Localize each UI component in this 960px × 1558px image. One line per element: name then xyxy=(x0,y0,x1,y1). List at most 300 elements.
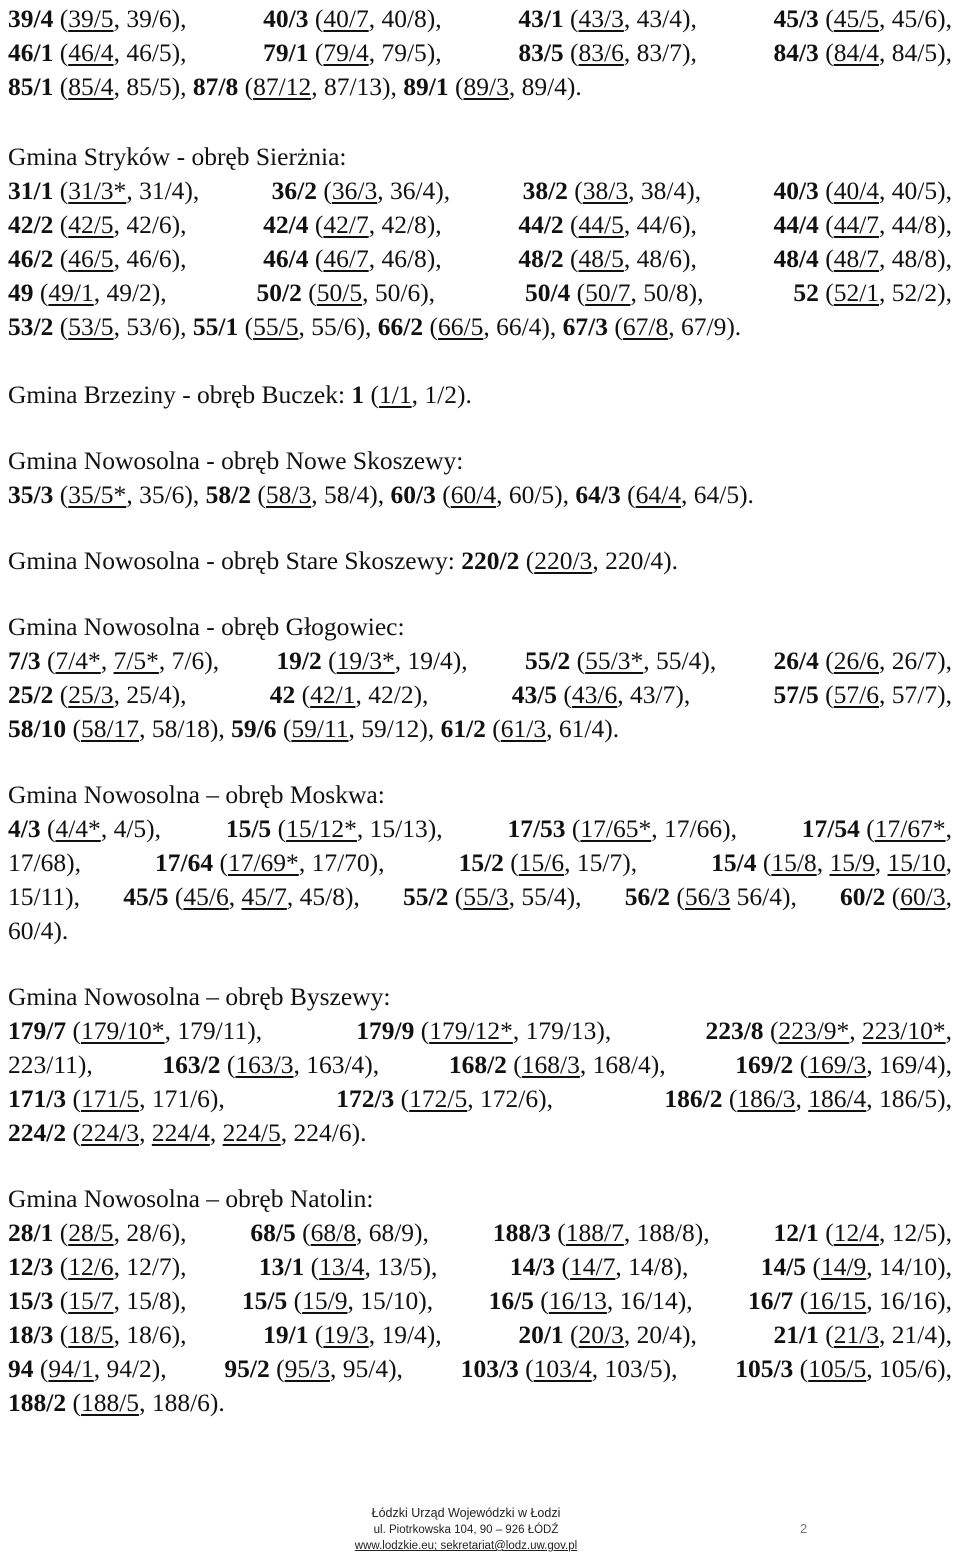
text-segment: ( xyxy=(818,1218,834,1247)
parcel-number: 61/2 xyxy=(440,714,486,743)
sub-parcel-underlined: 42/5 xyxy=(68,210,114,239)
text-segment: , 94/2), xyxy=(93,1354,167,1383)
text-segment: , 14/8), xyxy=(615,1252,689,1281)
text-segment: ( xyxy=(53,680,69,709)
parcel-number: 67/3 xyxy=(562,312,609,341)
sub-parcel-underlined: 172/5 xyxy=(409,1084,468,1113)
parcel-entry xyxy=(257,278,436,308)
parcel-number: 12/1 xyxy=(773,1218,819,1247)
parcel-number: 179/7 xyxy=(8,1016,67,1045)
parcel-entry xyxy=(518,1320,697,1350)
footer-address: ul. Piotrkowska 104, 90 – 926 ŁÓDŹ xyxy=(373,1523,559,1536)
text-line xyxy=(8,278,952,308)
sub-parcel-underlined: 17/65* xyxy=(580,814,652,843)
parcel-entry xyxy=(735,1354,952,1384)
text-segment: , 84/5), xyxy=(879,38,952,67)
sub-parcel-underlined: 224/5 xyxy=(222,1118,281,1147)
text-segment: , 43/4), xyxy=(623,4,697,33)
parcel-entry xyxy=(8,1320,187,1350)
sub-parcel-underlined: 79/4 xyxy=(323,38,369,67)
parcel-number: 40/3 xyxy=(263,4,309,33)
parcel-entry xyxy=(250,1218,429,1248)
text-segment: , 169/4), xyxy=(866,1050,952,1079)
parcel-number: 18/3 xyxy=(8,1320,54,1349)
parcel-entry xyxy=(224,1354,403,1384)
parcel-entry xyxy=(263,4,442,34)
parcel-number: 15/2 xyxy=(458,848,504,877)
parcel-number: 105/3 xyxy=(735,1354,794,1383)
parcel-entry xyxy=(263,1320,442,1350)
sub-parcel-underlined: 13/4 xyxy=(319,1252,365,1281)
text-segment: , 42/6), xyxy=(113,210,187,239)
text-segment: , 95/4), xyxy=(329,1354,403,1383)
text-segment: ( xyxy=(423,312,438,341)
sub-parcel-underlined: 19/3* xyxy=(336,646,395,675)
sub-parcel-underlined: 15/9 xyxy=(829,848,875,877)
parcel-entry xyxy=(8,982,390,1011)
parcel-number: 21/1 xyxy=(773,1320,819,1349)
text-segment: ( xyxy=(53,312,69,341)
parcel-number: 17/64 xyxy=(155,848,214,877)
parcel-number: 56/2 xyxy=(624,882,671,911)
parcel-number: 14/5 xyxy=(760,1252,807,1281)
sub-parcel-underlined: 21/3 xyxy=(833,1320,880,1349)
parcel-entry xyxy=(761,1252,952,1282)
sub-parcel-underlined: 85/4 xyxy=(68,72,114,101)
text-segment: , xyxy=(795,1084,809,1113)
parcel-number: 179/9 xyxy=(356,1016,415,1045)
text-segment: ( xyxy=(301,278,317,307)
parcel-number: 45/3 xyxy=(773,4,819,33)
parcel-number: 20/1 xyxy=(518,1320,564,1349)
sub-parcel-underlined: 49/1 xyxy=(48,278,94,307)
text-segment: , 85/5), xyxy=(113,72,193,101)
sub-parcel-underlined: 15/10 xyxy=(887,848,946,877)
parcel-entry xyxy=(8,1388,225,1417)
parcel-number: 48/4 xyxy=(773,244,819,273)
sub-parcel-underlined: 188/7 xyxy=(565,1218,624,1247)
parcel-entry xyxy=(459,848,638,878)
text-segment: ( xyxy=(448,72,464,101)
text-segment: , 48/6), xyxy=(623,244,697,273)
parcel-number: 94 xyxy=(8,1354,34,1383)
sub-parcel-underlined: 45/6 xyxy=(183,882,229,911)
text-segment: , 15/8), xyxy=(113,1286,187,1315)
parcel-number: 19/1 xyxy=(263,1320,309,1349)
text-segment: ( xyxy=(793,1286,809,1315)
parcel-number: 38/2 xyxy=(522,176,568,205)
parcel-number: 40/3 xyxy=(773,176,819,205)
parcel-entry xyxy=(8,38,187,68)
text-segment: , 20/4), xyxy=(623,1320,697,1349)
parcel-number: 53/2 xyxy=(8,312,54,341)
sub-parcel-underlined: 15/12* xyxy=(286,814,357,843)
text-segment: , 42/2), xyxy=(355,680,429,709)
parcel-number: 15/3 xyxy=(8,1286,54,1315)
sub-parcel-underlined: 1/1 xyxy=(379,380,412,409)
parcel-number: 85/1 xyxy=(8,72,54,101)
parcel-number: 19/2 xyxy=(276,646,322,675)
parcel-entry xyxy=(518,38,697,68)
text-segment: Gmina Stryków - obręb Sierżnia: xyxy=(8,142,347,171)
parcel-entry xyxy=(773,4,952,34)
parcel-number: 17/54 xyxy=(801,814,860,843)
parcel-number: 79/1 xyxy=(263,38,309,67)
text-segment: , 25/4), xyxy=(113,680,187,709)
parcel-entry xyxy=(449,1050,666,1080)
text-segment: , 40/8), xyxy=(368,4,442,33)
text-line xyxy=(8,142,347,172)
text-segment: , xyxy=(816,848,830,877)
sub-parcel-underlined: 84/4 xyxy=(833,38,880,67)
text-segment: , xyxy=(945,1016,952,1045)
text-line xyxy=(8,612,405,642)
text-segment: , 55/4), xyxy=(643,646,717,675)
text-segment: ( xyxy=(53,1252,69,1281)
text-line xyxy=(8,714,619,744)
text-line xyxy=(8,1286,952,1316)
parcel-entry xyxy=(510,1252,689,1282)
text-line xyxy=(8,380,472,410)
parcel-entry xyxy=(8,142,347,171)
parcel-entry xyxy=(270,680,429,710)
parcel-entry xyxy=(155,848,385,878)
sub-parcel-underlined: 4/4* xyxy=(55,814,101,843)
text-segment: , xyxy=(945,814,952,843)
text-segment: , 83/7), xyxy=(623,38,697,67)
parcel-entry xyxy=(840,882,952,912)
text-segment: ( xyxy=(563,210,579,239)
parcel-entry xyxy=(8,1286,187,1316)
parcel-number: 42/2 xyxy=(8,210,54,239)
text-line xyxy=(8,780,385,810)
text-segment: ( xyxy=(394,1084,410,1113)
parcel-number: 45/5 xyxy=(123,882,169,911)
text-segment: , 4/5), xyxy=(100,814,162,843)
text-segment: ( xyxy=(238,312,254,341)
sub-parcel-underlined: 168/3 xyxy=(521,1050,580,1079)
text-segment: ( xyxy=(295,1218,311,1247)
sub-parcel-underlined: 31/3* xyxy=(68,176,127,205)
parcel-number: 168/2 xyxy=(448,1050,507,1079)
parcel-number: 42 xyxy=(269,680,296,709)
sub-parcel-underlined: 94/1 xyxy=(48,1354,94,1383)
parcel-entry xyxy=(461,1354,678,1384)
parcel-entry xyxy=(8,714,619,743)
text-segment: , 16/16), xyxy=(866,1286,952,1315)
parcel-number: 55/1 xyxy=(192,312,239,341)
text-segment: , 40/5), xyxy=(879,176,952,205)
parcel-number: 171/3 xyxy=(8,1084,67,1113)
parcel-number: 58/2 xyxy=(205,480,251,509)
parcel-entry xyxy=(8,1252,187,1282)
text-segment: , 103/5), xyxy=(591,1354,678,1383)
parcel-entry xyxy=(8,916,68,945)
sub-parcel-underlined: 14/9 xyxy=(820,1252,867,1281)
text-segment: , 17/70), xyxy=(298,848,385,877)
parcel-entry xyxy=(705,1016,952,1046)
parcel-entry xyxy=(512,680,691,710)
text-segment: ( xyxy=(485,714,501,743)
parcel-entry xyxy=(272,176,451,206)
parcel-entry xyxy=(773,1218,952,1248)
sub-parcel-underlined: 16/15 xyxy=(808,1286,867,1315)
text-segment: , 39/6), xyxy=(113,4,187,33)
text-segment: , 1/2). xyxy=(411,380,472,409)
text-line xyxy=(8,546,678,576)
parcel-number: 60/3 xyxy=(390,480,436,509)
text-line xyxy=(8,446,463,476)
parcel-entry xyxy=(8,1218,187,1248)
text-segment: ( xyxy=(53,38,69,67)
text-segment: 56/4), xyxy=(730,882,797,911)
text-segment: ( xyxy=(271,814,287,843)
sub-parcel-underlined: 12/6 xyxy=(68,1252,114,1281)
sub-parcel-underlined: 223/9* xyxy=(778,1016,850,1045)
sub-parcel-underlined: 12/4 xyxy=(833,1218,880,1247)
text-segment: ( xyxy=(563,38,579,67)
text-segment: ( xyxy=(818,176,834,205)
text-segment: ( xyxy=(308,210,324,239)
parcel-number: 15/5 xyxy=(225,814,272,843)
text-segment: ( xyxy=(66,714,81,743)
parcel-entry xyxy=(773,1320,952,1350)
sub-parcel-underlined: 28/5 xyxy=(68,1218,114,1247)
text-segment: , 220/4). xyxy=(592,546,679,575)
parcel-entry xyxy=(525,646,716,676)
text-segment: ( xyxy=(563,1320,579,1349)
page-number: 2 xyxy=(800,1521,808,1536)
text-segment: , 15/10), xyxy=(347,1286,434,1315)
sub-parcel-underlined: 58/17 xyxy=(80,714,140,743)
sub-parcel-underlined: 55/3 xyxy=(463,882,509,911)
sub-parcel-underlined: 55/5 xyxy=(253,312,299,341)
text-segment: , 224/6). xyxy=(280,1118,367,1147)
sub-parcel-underlined: 46/7 xyxy=(323,244,369,273)
sub-parcel-underlined: 56/3 xyxy=(684,882,731,911)
text-segment: ( xyxy=(818,244,834,273)
parcel-entry xyxy=(802,814,952,844)
text-segment: , 31/4), xyxy=(126,176,200,205)
text-line xyxy=(8,1184,373,1214)
sub-parcel-underlined: 42/1 xyxy=(310,680,356,709)
text-segment: , 172/6), xyxy=(467,1084,553,1113)
parcel-number: 60/2 xyxy=(840,882,886,911)
text-line xyxy=(8,1388,225,1418)
text-segment: ( xyxy=(53,210,69,239)
sub-parcel-underlined: 7/4* xyxy=(55,646,101,675)
parcel-number: 44/4 xyxy=(773,210,819,239)
text-segment: , 50/6), xyxy=(362,278,436,307)
text-segment: ( xyxy=(620,480,636,509)
parcel-number: 13/1 xyxy=(258,1252,305,1281)
text-segment: ( xyxy=(570,646,586,675)
text-segment: , 28/6), xyxy=(113,1218,187,1247)
text-line xyxy=(8,244,952,274)
parcel-number: 57/5 xyxy=(773,680,819,709)
sub-parcel-underlined: 105/5 xyxy=(808,1354,867,1383)
sub-parcel-underlined: 188/5 xyxy=(80,1388,140,1417)
parcel-entry xyxy=(773,244,952,274)
sub-parcel-underlined: 45/5 xyxy=(833,4,880,33)
text-segment: ( xyxy=(53,1218,69,1247)
sub-parcel-underlined: 83/6 xyxy=(578,38,624,67)
text-segment: ( xyxy=(565,814,581,843)
text-segment: , 36/4), xyxy=(377,176,451,205)
sub-parcel-underlined: 15/6 xyxy=(518,848,565,877)
text-segment: , 179/11), xyxy=(164,1016,263,1045)
sub-parcel-underlined: 48/7 xyxy=(833,244,880,273)
parcel-entry xyxy=(263,38,442,68)
parcel-entry xyxy=(773,176,952,206)
text-segment: ( xyxy=(518,1354,534,1383)
parcel-number: 46/2 xyxy=(8,244,54,273)
parcel-entry xyxy=(773,646,952,676)
text-line xyxy=(8,312,741,342)
text-segment: Gmina Nowosolna – obręb Natolin: xyxy=(8,1184,374,1213)
text-segment: ( xyxy=(885,882,901,911)
text-segment: , 60/5), xyxy=(496,480,576,509)
text-segment: Gmina Nowosolna - obręb Głogowiec: xyxy=(8,612,405,641)
text-segment: ( xyxy=(818,4,834,33)
text-segment: ( xyxy=(806,1252,821,1281)
text-line xyxy=(8,1118,366,1148)
sub-parcel-underlined: 50/7 xyxy=(585,278,631,307)
text-segment: , 58/18), xyxy=(139,714,232,743)
text-segment: , 50/8), xyxy=(630,278,704,307)
parcel-number: 31/1 xyxy=(8,176,54,205)
parcel-entry xyxy=(8,1118,366,1147)
text-segment: ( xyxy=(308,4,324,33)
text-segment: , 19/4), xyxy=(394,646,468,675)
sub-parcel-underlined: 67/8 xyxy=(622,312,669,341)
text-segment: ( xyxy=(756,848,772,877)
text-segment: 17/68), xyxy=(8,848,81,877)
parcel-entry xyxy=(8,210,187,240)
text-segment: , 18/6), xyxy=(113,1320,187,1349)
sub-parcel-underlined: 95/3 xyxy=(284,1354,330,1383)
text-segment: ( xyxy=(213,848,228,877)
parcel-entry xyxy=(8,1050,93,1080)
parcel-number: 14/3 xyxy=(509,1252,556,1281)
text-segment: Gmina Nowosolna - obręb Nowe Skoszewy: xyxy=(8,446,464,475)
parcel-entry xyxy=(336,1084,553,1114)
text-segment: ( xyxy=(414,1016,430,1045)
text-segment: , 38/4), xyxy=(628,176,702,205)
text-line xyxy=(8,210,952,240)
text-segment: , 55/6), xyxy=(298,312,378,341)
footer-contact: www.lodzkie.eu; sekretariat@lodz.uw.gov.pl xyxy=(354,1540,578,1552)
sub-parcel-underlined: 61/3 xyxy=(500,714,547,743)
text-segment: , 79/5), xyxy=(368,38,442,67)
parcel-entry xyxy=(773,680,952,710)
sub-parcel-underlined: 46/5 xyxy=(68,244,114,273)
text-segment: ( xyxy=(168,882,184,911)
text-segment: , 16/14), xyxy=(606,1286,693,1315)
text-segment: ( xyxy=(33,278,49,307)
parcel-entry xyxy=(8,680,187,710)
text-segment: , 15/7), xyxy=(564,848,638,877)
parcel-number: 68/5 xyxy=(250,1218,296,1247)
sub-parcel-underlined: 25/3 xyxy=(68,680,114,709)
text-segment: , 61/4). xyxy=(546,714,620,743)
text-segment: , 57/7), xyxy=(879,680,952,709)
sub-parcel-underlined: 20/3 xyxy=(578,1320,624,1349)
parcel-number: 188/3 xyxy=(492,1218,551,1247)
parcel-entry xyxy=(263,210,442,240)
sub-parcel-underlined: 186/4 xyxy=(808,1084,867,1113)
text-segment: , 44/6), xyxy=(623,210,697,239)
text-segment: ( xyxy=(435,480,451,509)
text-segment: ( xyxy=(533,1286,549,1315)
text-segment: ( xyxy=(269,1354,285,1383)
text-segment: , 64/5). xyxy=(680,480,754,509)
sub-parcel-underlined: 163/3 xyxy=(235,1050,294,1079)
parcel-number: 16/5 xyxy=(488,1286,534,1315)
parcel-number: 1 xyxy=(351,380,365,409)
text-segment: ( xyxy=(793,1050,809,1079)
parcel-number: 220/2 xyxy=(461,546,520,575)
parcel-number: 83/5 xyxy=(518,38,564,67)
text-segment: ( xyxy=(859,814,875,843)
text-segment: , 35/6), xyxy=(126,480,206,509)
parcel-entry xyxy=(793,278,952,308)
text-segment: , 46/8), xyxy=(368,244,442,273)
sub-parcel-underlined: 26/6 xyxy=(833,646,880,675)
parcel-number: 84/3 xyxy=(773,38,819,67)
sub-parcel-underlined: 38/3 xyxy=(582,176,629,205)
sub-parcel-underlined: 39/5 xyxy=(68,4,114,33)
sub-parcel-underlined: 15/8 xyxy=(771,848,817,877)
sub-parcel-underlined: 50/5 xyxy=(316,278,363,307)
text-segment: ( xyxy=(33,1354,49,1383)
text-segment: ( xyxy=(818,646,834,675)
parcel-number: 46/1 xyxy=(8,38,54,67)
sub-parcel-underlined: 44/5 xyxy=(578,210,624,239)
text-segment: ( xyxy=(818,680,834,709)
parcel-number: 39/4 xyxy=(8,4,54,33)
parcel-entry xyxy=(242,1286,433,1316)
sub-parcel-underlined: 224/3 xyxy=(80,1118,140,1147)
text-segment: ( xyxy=(295,680,311,709)
text-line xyxy=(8,480,754,510)
text-segment: , 67/9). xyxy=(668,312,742,341)
parcel-number: 43/1 xyxy=(518,4,564,33)
parcel-number: 43/5 xyxy=(511,680,558,709)
parcel-number: 15/4 xyxy=(711,848,757,877)
text-segment: ( xyxy=(53,244,69,273)
sub-parcel-underlined: 60/4 xyxy=(450,480,497,509)
sub-parcel-underlined: 15/9 xyxy=(302,1286,348,1315)
text-segment: ( xyxy=(563,244,579,273)
parcel-number: 52 xyxy=(793,278,819,307)
text-segment: ( xyxy=(308,244,324,273)
sub-parcel-underlined: 19/3 xyxy=(323,1320,369,1349)
sub-parcel-underlined: 103/4 xyxy=(533,1354,592,1383)
sub-parcel-underlined: 179/12* xyxy=(429,1016,513,1045)
sub-parcel-underlined: 14/7 xyxy=(570,1252,616,1281)
text-segment: ( xyxy=(304,1252,320,1281)
text-segment: , 12/5), xyxy=(879,1218,952,1247)
sub-parcel-underlined: 171/5 xyxy=(80,1084,140,1113)
parcel-entry xyxy=(8,1184,373,1213)
parcel-entry xyxy=(8,380,472,409)
parcel-number: 16/7 xyxy=(747,1286,794,1315)
parcel-entry xyxy=(735,1050,952,1080)
parcel-number: 42/4 xyxy=(263,210,309,239)
parcel-entry xyxy=(8,278,167,308)
text-line xyxy=(8,646,952,676)
